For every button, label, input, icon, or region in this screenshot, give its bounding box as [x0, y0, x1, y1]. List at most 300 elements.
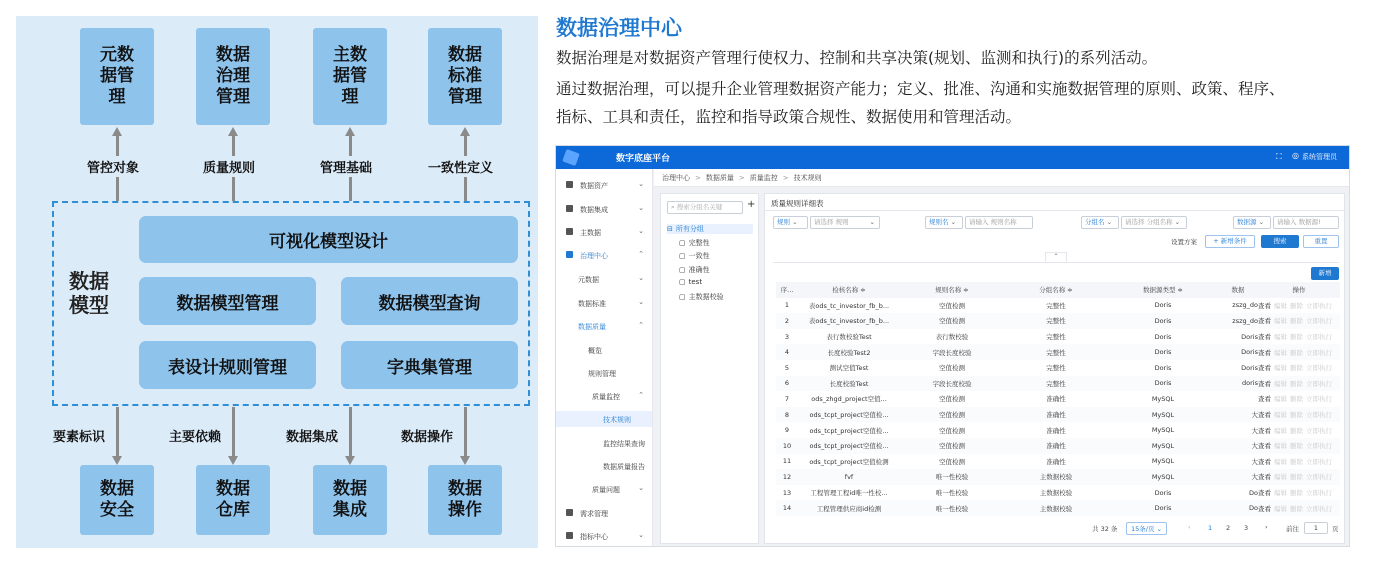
bottom-label-3: 数据操作 [401, 425, 453, 446]
edit-link[interactable]: 编辑 [1274, 301, 1287, 310]
rules-table [776, 282, 1340, 516]
top-label-2: 管理基础 [320, 156, 372, 177]
arrow-head-top-1 [228, 127, 238, 136]
chevron-icon-15: ⌄ [638, 531, 644, 539]
edit-link[interactable]: 编辑 [1274, 379, 1287, 388]
sidebar-label-0: 数据资产 [580, 182, 608, 190]
bottom-box-0: 数据 安全 [80, 465, 154, 535]
tree-label-1: 完整性 [688, 238, 710, 247]
table-cell: 长度校验Test [829, 379, 869, 388]
sidebar-item-10[interactable] [556, 411, 652, 427]
table-cell: 5 [784, 363, 790, 372]
goto-page-input[interactable]: 1 [1304, 522, 1328, 534]
breadcrumb-item-2[interactable]: 质量监控 [749, 174, 778, 182]
intro-line-3: 指标、工具和责任，监控和指导政策合规性、数据使用和管理活动。 [556, 108, 1022, 126]
sidebar-item-13[interactable] [556, 481, 652, 497]
column-header-2[interactable]: 规则名称 ≑ [900, 282, 1004, 298]
bottom-label-2: 数据集成 [286, 425, 338, 446]
table-cell: 表ods_tc_investor_fb_b... [808, 301, 890, 310]
arrow-line-bottom-0 [116, 407, 119, 457]
bottom-label-0: 要素标识 [53, 425, 105, 446]
delete-link[interactable]: 删除 [1290, 411, 1303, 420]
sidebar-item-11[interactable] [556, 435, 652, 451]
table-cell: 空值检测 [939, 426, 965, 435]
delete-link[interactable]: 删除 [1290, 395, 1303, 404]
row-actions [1258, 360, 1340, 376]
run-now-link[interactable]: 立即执行 [1306, 457, 1332, 466]
view-link[interactable]: 查看 [1258, 333, 1271, 342]
edit-link[interactable]: 编辑 [1274, 504, 1287, 513]
app-title: 数字底座平台 [616, 154, 671, 164]
edit-link[interactable]: 编辑 [1274, 426, 1287, 435]
goto-label: 前往 [1286, 525, 1299, 533]
table-cell: 长度校验Test2 [827, 348, 871, 357]
table-row [776, 485, 1340, 501]
breadcrumb-separator: > [738, 174, 745, 182]
view-link[interactable]: 查看 [1258, 301, 1271, 310]
view-link[interactable]: 查看 [1258, 411, 1271, 420]
folder-icon: ⊟ [667, 225, 673, 233]
breadcrumb-item-0[interactable]: 治理中心 [662, 174, 690, 182]
edit-link[interactable]: 编辑 [1274, 395, 1287, 404]
fullscreen-icon[interactable]: ⛶ [1276, 152, 1282, 161]
page-unit: 页 [1332, 525, 1339, 533]
row-actions [1258, 438, 1340, 454]
group-placeholder: 请选择 分组名称 [1125, 218, 1173, 226]
table-row [776, 298, 1340, 314]
delete-link[interactable]: 删除 [1290, 379, 1303, 388]
table-cell: 完整性 [1046, 364, 1066, 373]
table-cell: 12 [782, 472, 792, 481]
chevron-icon-4: ⌄ [638, 274, 644, 282]
sidebar-item-0[interactable] [556, 177, 652, 193]
file-icon: ▢ [679, 238, 686, 247]
logo-icon [562, 149, 580, 166]
row-actions [1258, 298, 1340, 314]
bottom-box-3: 数据 操作 [428, 465, 502, 535]
intro-line-2: 通过数据治理，可以提升企业管理数据资产能力；定义、批准、沟通和实施数据管理的原则、政策、程序、 [556, 80, 1285, 98]
rule-name-label: 规则名 [929, 218, 949, 226]
arrow-line-bottom-3 [464, 407, 467, 457]
run-now-link[interactable]: 立即执行 [1306, 473, 1332, 482]
add-group-icon[interactable]: + [747, 199, 756, 210]
run-now-link[interactable]: 立即执行 [1306, 395, 1332, 404]
group-tree-panel [660, 193, 759, 544]
table-cell: 空值检测 [939, 364, 965, 373]
table-cell: Doris [1154, 504, 1172, 513]
table-cell: Doris [1154, 301, 1172, 310]
add-condition-button[interactable]: + 新增条件 [1205, 235, 1255, 248]
breadcrumb-separator: > [782, 174, 789, 182]
file-icon: ▢ [679, 252, 686, 260]
sidebar-item-5[interactable] [556, 295, 652, 311]
row-actions [1258, 407, 1340, 423]
delete-link[interactable]: 删除 [1290, 364, 1303, 373]
rule-select[interactable]: 请选择 规则 ⌄ [810, 216, 880, 229]
section-title: 数据治理中心 [556, 16, 682, 40]
chevron-icon-0: ⌄ [638, 180, 644, 188]
table-cell: 准确性 [1046, 411, 1066, 420]
model-box-0: 可视化模型设计 [139, 216, 518, 263]
table-cell: 表行数校验 [935, 333, 969, 342]
arrow-head-top-3 [460, 127, 470, 136]
top-label-0: 管控对象 [87, 156, 139, 177]
table-cell: 大 [1251, 457, 1258, 466]
chevron-icon-3: ⌃ [638, 250, 644, 258]
source-input[interactable] [1273, 216, 1339, 229]
table-cell: 工程管理工程id唯一性校... [810, 489, 888, 498]
sidebar-item-2[interactable] [556, 224, 652, 240]
edit-link[interactable]: 编辑 [1274, 333, 1287, 342]
table-cell: 14 [782, 504, 792, 513]
rule-name-type-select[interactable]: 规则名 ⌄ [925, 216, 963, 229]
chevron-icon-13: ⌄ [638, 484, 644, 492]
delete-link[interactable]: 删除 [1290, 317, 1303, 326]
row-actions [1258, 313, 1340, 329]
delete-link[interactable]: 删除 [1290, 504, 1303, 513]
app-topbar [556, 146, 1350, 169]
view-link[interactable]: 查看 [1258, 317, 1271, 326]
table-row [776, 454, 1340, 470]
table-cell: fvf [844, 472, 854, 481]
view-link[interactable]: 查看 [1258, 395, 1271, 404]
table-cell: ods_tcpt_project空值检测 [809, 457, 889, 466]
table-row [776, 469, 1340, 485]
prev-page-icon[interactable]: ‹ [1188, 523, 1191, 531]
plan-label[interactable]: 设置方案 [1171, 238, 1197, 246]
table-cell: MySQL [1151, 457, 1175, 466]
arrow-head-bottom-0 [112, 456, 122, 465]
table-row [776, 438, 1340, 454]
sidebar-item-9[interactable] [556, 388, 652, 404]
table-cell: MySQL [1151, 472, 1175, 481]
delete-link[interactable]: 删除 [1290, 442, 1303, 451]
user-icon: ◎ [1292, 151, 1299, 160]
sidebar-label-7: 概览 [588, 347, 602, 355]
edit-link[interactable]: 编辑 [1274, 411, 1287, 420]
sidebar-item-1[interactable] [556, 201, 652, 217]
sidebar-label-13: 质量问题 [592, 486, 620, 494]
delete-link[interactable]: 删除 [1290, 457, 1303, 466]
tree-item-5[interactable] [679, 292, 724, 302]
tree-item-3[interactable] [679, 265, 710, 275]
table-row [776, 391, 1340, 407]
table-cell: Doris [1154, 488, 1172, 497]
view-link[interactable]: 查看 [1258, 489, 1271, 498]
table-row [776, 313, 1340, 329]
top-box-1: 数据 治理 管理 [196, 28, 270, 125]
table-cell: Doris [1154, 348, 1172, 357]
sidebar-item-6[interactable] [556, 318, 652, 334]
model-label: 数据 模型 [69, 269, 109, 317]
top-label-1: 质量规则 [203, 156, 255, 177]
table-cell: doris [1242, 379, 1258, 388]
edit-link[interactable]: 编辑 [1274, 442, 1287, 451]
row-actions [1258, 391, 1340, 407]
table-cell: Doris [1154, 363, 1172, 372]
tree-label-3: 准确性 [688, 265, 710, 274]
page-size-select[interactable]: 15条/页 ⌄ [1126, 522, 1167, 535]
top-label-3: 一致性定义 [428, 156, 493, 177]
tree-label-5: 主数据校验 [688, 292, 724, 301]
sidebar-item-12[interactable] [556, 458, 652, 474]
run-now-link[interactable]: 立即执行 [1306, 301, 1332, 310]
sidebar-label-4: 元数据 [578, 276, 599, 284]
run-now-link[interactable]: 立即执行 [1306, 317, 1332, 326]
table-cell: MySQL [1151, 394, 1175, 403]
sidebar-label-3: 治理中心 [580, 252, 608, 260]
table-row [776, 422, 1340, 438]
table-cell: 11 [782, 457, 792, 466]
table-cell: 完整性 [1046, 301, 1066, 310]
rule-type-select[interactable]: 规则 ⌄ [773, 216, 808, 229]
next-page-icon[interactable]: › [1265, 523, 1268, 531]
view-link[interactable]: 查看 [1258, 379, 1271, 388]
view-link[interactable]: 查看 [1258, 457, 1271, 466]
table-cell: 4 [784, 348, 790, 357]
table-cell: 准确性 [1046, 442, 1066, 451]
chevron-icon-9: ⌃ [638, 391, 644, 399]
table-cell: 1 [784, 301, 790, 310]
row-actions [1258, 485, 1340, 501]
sidebar-icon-14 [566, 509, 573, 516]
table-cell: MySQL [1151, 441, 1175, 450]
table-cell: 测试空值Test [829, 364, 869, 373]
table-cell: ods_tcpt_project空值检... [809, 411, 889, 420]
group-select[interactable]: 请选择 分组名称 ⌄ [1121, 216, 1187, 229]
file-icon: ▢ [679, 278, 686, 286]
sidebar-icon-0 [566, 181, 573, 188]
run-now-link[interactable]: 立即执行 [1306, 364, 1332, 373]
sidebar-item-3[interactable] [556, 247, 652, 263]
group-label: 分组名 [1085, 218, 1105, 226]
row-actions [1258, 454, 1340, 470]
table-cell: Doris [1241, 348, 1258, 357]
run-now-link[interactable]: 立即执行 [1306, 379, 1332, 388]
run-now-link[interactable]: 立即执行 [1306, 426, 1332, 435]
bottom-box-1: 数据 仓库 [196, 465, 270, 535]
table-cell: MySQL [1151, 410, 1175, 419]
breadcrumb-separator: > [695, 174, 701, 182]
tree-item-2[interactable] [679, 251, 710, 261]
table-cell: 完整性 [1046, 317, 1066, 326]
tree-search-placeholder: 搜索分组名关键 [676, 203, 723, 211]
sidebar-item-8[interactable] [556, 365, 652, 381]
arrow-head-bottom-1 [228, 456, 238, 465]
file-icon: ▢ [679, 292, 686, 301]
edit-link[interactable]: 编辑 [1274, 348, 1287, 357]
sidebar-label-1: 数据集成 [580, 206, 608, 214]
tree-label-0: 所有分组 [675, 225, 704, 233]
view-link[interactable]: 查看 [1258, 442, 1271, 451]
reset-button[interactable]: 重置 [1303, 235, 1339, 248]
group-type-select[interactable]: 分组名 ⌄ [1081, 216, 1119, 229]
page-number-2[interactable]: 2 [1226, 524, 1231, 532]
table-cell [1218, 391, 1258, 407]
table-row [776, 360, 1340, 376]
page-number-3[interactable]: 3 [1244, 524, 1249, 532]
table-cell: 空值检测 [939, 317, 965, 326]
table-cell: 大 [1251, 473, 1258, 482]
sidebar-item-4[interactable] [556, 271, 652, 287]
sidebar-item-7[interactable] [556, 342, 652, 358]
edit-link[interactable]: 编辑 [1274, 364, 1287, 373]
arrow-head-bottom-2 [345, 456, 355, 465]
file-icon: ▢ [679, 265, 686, 274]
table-cell: Do [1249, 504, 1258, 513]
edit-link[interactable]: 编辑 [1274, 473, 1287, 482]
tree-item-1[interactable] [679, 238, 710, 248]
sidebar-label-9: 质量监控 [592, 393, 620, 401]
delete-link[interactable]: 删除 [1290, 426, 1303, 435]
table-cell: 6 [784, 379, 790, 388]
view-link[interactable]: 查看 [1258, 473, 1271, 482]
model-box-4: 字典集管理 [341, 341, 518, 389]
bottom-label-1: 主要依赖 [169, 425, 221, 446]
tree-item-0[interactable] [667, 224, 753, 234]
edit-link[interactable]: 编辑 [1274, 317, 1287, 326]
breadcrumb [654, 169, 1350, 187]
sidebar-item-14[interactable] [556, 505, 652, 521]
source-type-select[interactable]: 数据源 ⌄ [1233, 216, 1271, 229]
column-header-0[interactable]: 序... [776, 282, 798, 298]
tree-label-4: test [688, 278, 703, 286]
table-cell: 空值检测 [939, 411, 965, 420]
sidebar-label-10: 技术规则 [603, 416, 631, 424]
table-cell: 主数据校验 [1039, 473, 1073, 482]
run-now-link[interactable]: 立即执行 [1306, 489, 1332, 498]
sidebar-icon-3 [566, 251, 573, 258]
table-cell: Doris [1241, 363, 1258, 372]
view-link[interactable]: 查看 [1258, 364, 1271, 373]
table-cell: ods_zhgd_project空值... [811, 395, 887, 404]
table-cell: 主数据校验 [1039, 489, 1073, 498]
tree-item-4[interactable] [679, 278, 702, 286]
top-box-0: 元数 据管 理 [80, 28, 154, 125]
column-header-3[interactable]: 分组名称 ≑ [1004, 282, 1108, 298]
arrow-head-top-0 [112, 127, 122, 136]
chevron-icon-2: ⌄ [638, 227, 644, 235]
source-placeholder: 请输入 数据源! [1277, 218, 1321, 226]
sidebar-label-11: 监控结果查询 [603, 440, 645, 448]
run-now-link[interactable]: 立即执行 [1306, 411, 1332, 420]
tree-label-2: 一致性 [688, 252, 710, 260]
table-cell: ods_tcpt_project空值检... [809, 426, 889, 435]
sidebar-label-12: 数据质量报告 [603, 463, 645, 471]
table-cell: Doris [1154, 379, 1172, 388]
run-now-link[interactable]: 立即执行 [1306, 504, 1332, 513]
table-cell: 表ods_tc_investor_fb_b... [808, 317, 890, 326]
column-header-6[interactable]: 操作 [1258, 282, 1340, 298]
new-button[interactable]: 新增 [1311, 267, 1339, 280]
table-row [776, 376, 1340, 392]
table-row [776, 329, 1340, 345]
view-link[interactable]: 查看 [1258, 504, 1271, 513]
delete-link[interactable]: 删除 [1290, 348, 1303, 357]
table-cell: 大 [1251, 442, 1258, 451]
app-sidebar [556, 169, 653, 547]
table-cell: 2 [784, 316, 790, 325]
table-header [776, 282, 1340, 298]
view-link[interactable]: 查看 [1258, 348, 1271, 357]
table-cell: 13 [782, 488, 792, 497]
chevron-icon-1: ⌄ [638, 204, 644, 212]
column-header-1[interactable]: 检核名称 ≑ [798, 282, 900, 298]
chevron-icon-5: ⌄ [638, 298, 644, 306]
table-cell: 工程管理供应商id检测 [816, 504, 882, 513]
intro-line-1: 数据治理是对数据资产管理行使权力、控制和共享决策(规划、监测和执行)的系列活动。 [556, 49, 1158, 67]
rule-name-placeholder: 请输入 规则名称 [969, 218, 1017, 226]
table-cell: 完整性 [1046, 333, 1066, 342]
sidebar-label-5: 数据标准 [578, 300, 606, 308]
sidebar-label-2: 主数据 [580, 229, 601, 237]
delete-link[interactable]: 删除 [1290, 301, 1303, 310]
page-number-1[interactable]: 1 [1208, 524, 1213, 532]
tree-search-input[interactable] [667, 201, 743, 214]
table-cell: 8 [784, 410, 790, 419]
edit-link[interactable]: 编辑 [1274, 457, 1287, 466]
platform-screenshot [555, 145, 1350, 547]
top-box-3: 数据 标准 管理 [428, 28, 502, 125]
run-now-link[interactable]: 立即执行 [1306, 442, 1332, 451]
search-button[interactable]: 搜索 [1261, 235, 1299, 248]
arrow-line-bottom-1 [232, 407, 235, 457]
table-cell: 表行数校验Test [826, 333, 872, 342]
top-box-2: 主数 据管 理 [313, 28, 387, 125]
row-actions [1258, 329, 1340, 345]
delete-link[interactable]: 删除 [1290, 489, 1303, 498]
model-box-3: 表设计规则管理 [139, 341, 316, 389]
table-cell: 字段长度校验 [932, 348, 972, 357]
arrow-head-bottom-3 [460, 456, 470, 465]
table-cell: 空值检测 [939, 395, 965, 404]
table-cell: 7 [784, 394, 790, 403]
table-cell: 准确性 [1046, 395, 1066, 404]
table-cell: Doris [1154, 316, 1172, 325]
table-cell: 大 [1251, 411, 1258, 420]
arrow-line-bottom-2 [349, 407, 352, 457]
delete-link[interactable]: 删除 [1290, 473, 1303, 482]
column-header-4[interactable]: 数据源类型 ≑ [1108, 282, 1218, 298]
table-cell: 大 [1251, 426, 1258, 435]
table-cell: 空值检测 [939, 442, 965, 451]
breadcrumb-item-1[interactable]: 数据质量 [705, 174, 734, 182]
run-now-link[interactable]: 立即执行 [1306, 348, 1332, 357]
collapse-toggle[interactable]: ⌃ [1045, 252, 1067, 262]
row-actions [1258, 376, 1340, 392]
table-cell: 准确性 [1046, 457, 1066, 466]
view-link[interactable]: 查看 [1258, 426, 1271, 435]
row-actions [1258, 422, 1340, 438]
row-actions [1258, 344, 1340, 360]
table-cell: 10 [782, 441, 792, 450]
run-now-link[interactable]: 立即执行 [1306, 333, 1332, 342]
sidebar-icon-2 [566, 228, 573, 235]
breadcrumb-item-3[interactable]: 技术规则 [793, 174, 822, 182]
table-cell: 唯一性校验 [935, 489, 969, 498]
delete-link[interactable]: 删除 [1290, 333, 1303, 342]
column-header-5[interactable]: 数据 [1218, 282, 1258, 298]
sidebar-label-15: 指标中心 [580, 533, 608, 541]
table-cell: 主数据校验 [1039, 504, 1073, 513]
table-cell: 准确性 [1046, 426, 1066, 435]
user-menu[interactable]: 系统管理员 [1302, 153, 1337, 161]
rule-name-input[interactable] [965, 216, 1033, 229]
table-cell: ods_tcpt_project空值检... [809, 442, 889, 451]
table-cell: 完整性 [1046, 348, 1066, 357]
chevron-icon-6: ⌃ [638, 321, 644, 329]
edit-link[interactable]: 编辑 [1274, 489, 1287, 498]
